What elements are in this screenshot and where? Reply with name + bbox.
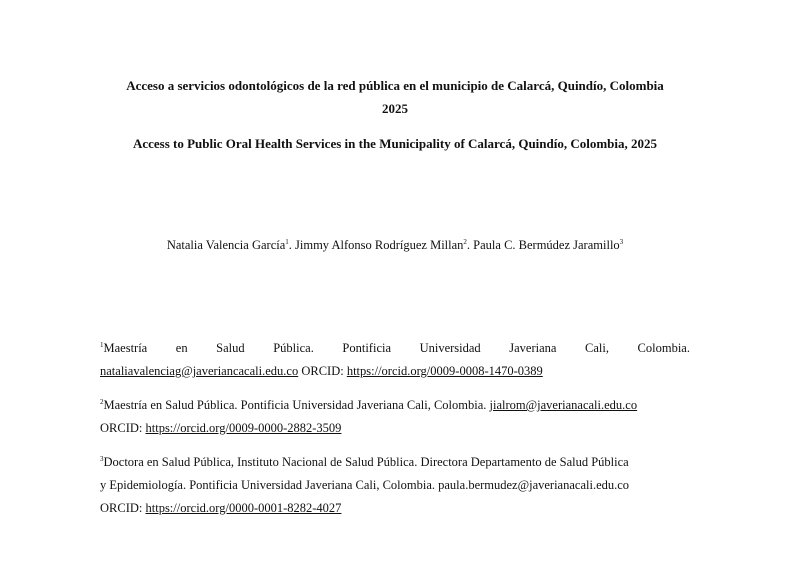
affiliation-2 — [100, 394, 690, 440]
affiliation-marker: 1 — [100, 340, 104, 349]
orcid-link[interactable]: https://orcid.org/0000-0001-8282-4027 — [145, 501, 342, 515]
affiliation-3-line-1 — [100, 451, 690, 474]
author-affiliation-marker: 1 — [285, 237, 289, 246]
affiliation-3 — [100, 451, 690, 520]
author-affiliation-marker: 3 — [619, 237, 624, 246]
author-affiliation-marker: 2 — [463, 237, 467, 246]
title-english: Access to Public Oral Health Services in the Municipality of Calarcá, Quindío, Colombia, 2025 — [132, 136, 658, 151]
author-name: Jimmy Alfonso Rodríguez Millan — [295, 238, 464, 252]
affiliation-marker: 2 — [100, 397, 104, 406]
email-link[interactable]: jialrom@javerianacali.edu.co — [489, 398, 638, 412]
affiliation-word: Cali, — [585, 341, 609, 355]
affiliation-word: Pública. — [273, 341, 314, 355]
affiliation-word: Colombia. — [637, 341, 690, 355]
title-spanish — [95, 74, 695, 120]
orcid-link[interactable]: https://orcid.org/0009-0000-2882-3509 — [145, 421, 342, 435]
affiliation-text: Maestría en Salud Pública. Pontificia Universidad Javeriana Cali, Colombia. — [103, 398, 490, 412]
orcid-label: ORCID: — [298, 364, 347, 378]
title-spanish-line-2: 2025 — [382, 101, 408, 116]
affiliation-word: Maestría — [103, 341, 148, 355]
orcid-label: ORCID: — [100, 421, 146, 435]
author-list — [95, 234, 695, 256]
author-separator: . — [288, 238, 296, 252]
affiliation-word: Salud — [216, 341, 245, 355]
affiliation-word: Universidad — [419, 341, 481, 355]
affiliation-3-line-2: y Epidemiología. Pontificia Universidad Javeriana Cali, Colombia. paula.bermudez@javerianacali.edu.co — [100, 478, 630, 492]
affiliation-text: Doctora en Salud Pública, Instituto Nacional de Salud Pública. Directora Departamento de Salud Pública — [103, 455, 629, 469]
affiliation-3-line-3 — [100, 497, 690, 520]
title-spanish-line-1: Acceso a servicios odontológicos de la red pública en el municipio de Calarcá, Quindío, Colombia — [126, 78, 664, 93]
affiliation-1 — [100, 337, 690, 383]
orcid-label: ORCID: — [100, 501, 146, 515]
affiliation-word: en — [175, 341, 188, 355]
author-name: Paula C. Bermúdez Jaramillo — [473, 238, 620, 252]
author-name: Natalia Valencia García — [166, 238, 286, 252]
affiliation-2-line-1 — [100, 394, 690, 417]
affiliation-2-line-2 — [100, 417, 690, 440]
affiliation-1-line-2 — [100, 360, 690, 383]
affiliation-marker: 3 — [100, 454, 104, 463]
affiliation-word: Pontificia — [342, 341, 392, 355]
affiliation-1-line-1 — [100, 337, 690, 360]
author-separator: . — [466, 238, 474, 252]
affiliation-word: Javeriana — [509, 341, 557, 355]
email-link[interactable]: nataliavalenciag@javeriancacali.edu.co — [100, 364, 299, 378]
orcid-link[interactable]: https://orcid.org/0009-0008-1470-0389 — [346, 364, 543, 378]
